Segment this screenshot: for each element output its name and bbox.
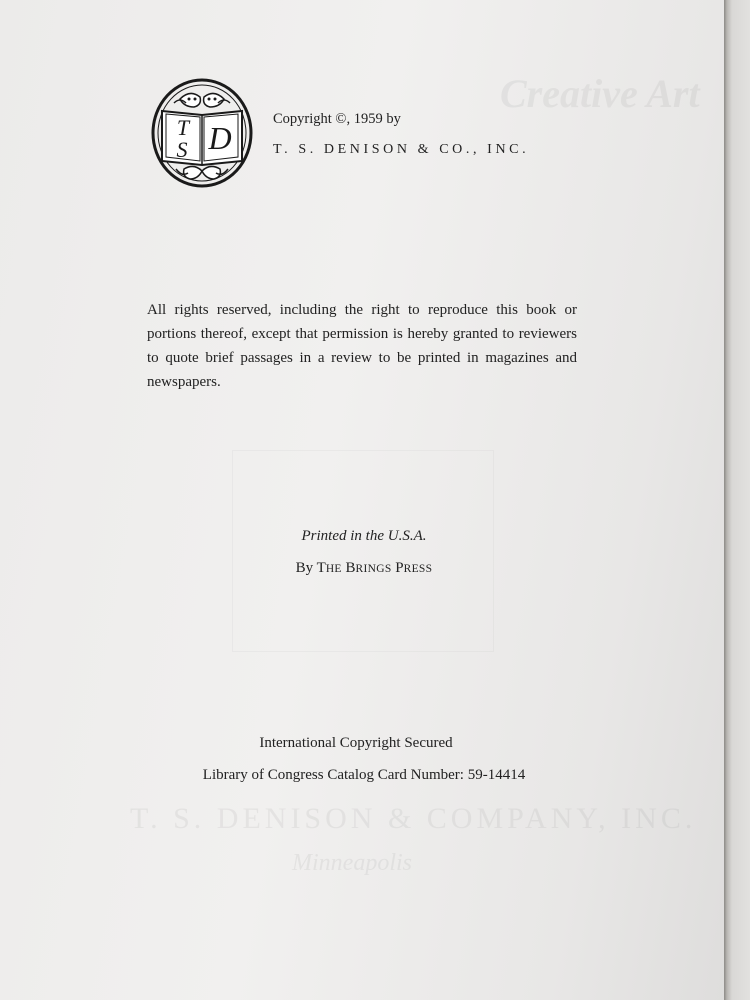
svg-text:T: T [176, 115, 190, 140]
show-through-city: Minneapolis [292, 850, 412, 876]
show-through-publisher: T. S. DENISON & COMPANY, INC. [130, 802, 697, 835]
printer-name-rest: HE [325, 563, 342, 575]
show-through-frame [232, 450, 494, 652]
svg-text:D: D [208, 120, 232, 156]
show-through-title: Creative Art [500, 71, 700, 116]
printer-name-initial: T [316, 560, 326, 576]
copyright-notice: Copyright ©, 1959 by [273, 111, 401, 127]
printer-name-rest: RINGS [355, 563, 392, 575]
page-edge [724, 0, 750, 1000]
copyright-block [273, 110, 529, 158]
printer-credit-prefix: By [295, 560, 314, 576]
printed-in-notice: Printed in the U.S.A. [301, 528, 427, 544]
printer-credit [0, 560, 728, 577]
rights-statement: All rights reserved, including the right to reproduce this book or portions thereof, except that permission is hereby granted to reviewers to quote brief passages in a review to be printed in magazines and newspapers. [147, 302, 577, 390]
printer-name-rest: RESS [403, 563, 433, 575]
library-of-congress-number: Library of Congress Catalog Card Number: 59-14414 [202, 767, 526, 783]
svg-text:S: S [176, 137, 188, 162]
printer-name-initial: B [345, 560, 356, 576]
international-copyright: International Copyright Secured [259, 735, 453, 751]
printer-name-initial: P [395, 560, 404, 576]
publisher-name: T. S. DENISON & CO., INC. [273, 142, 530, 157]
tsd-publisher-emblem-icon [150, 77, 254, 189]
